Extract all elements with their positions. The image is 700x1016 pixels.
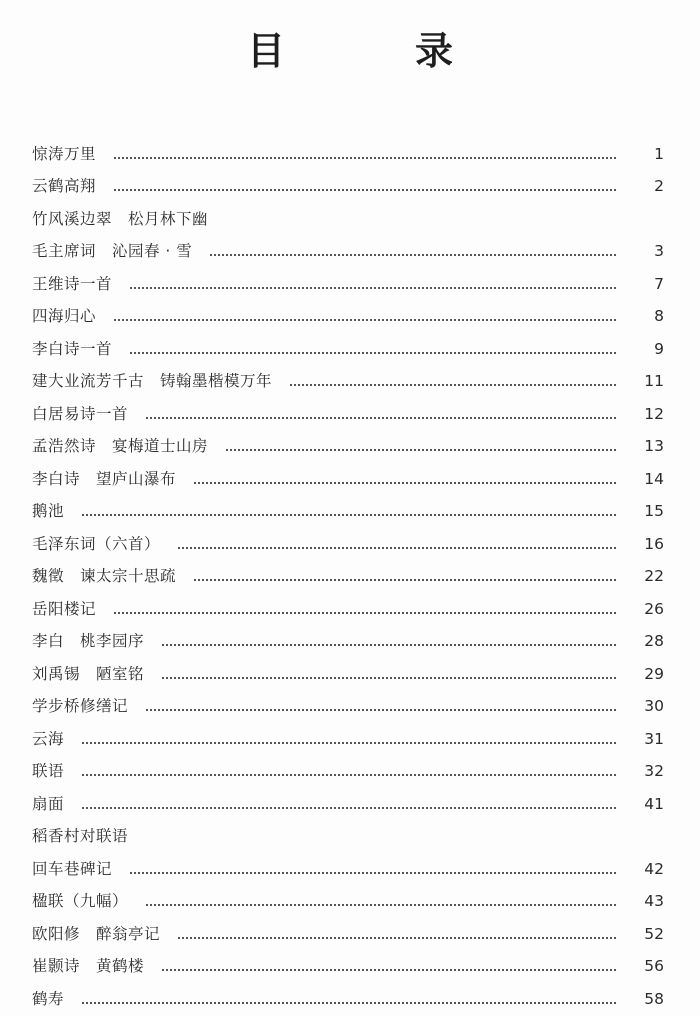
table-of-contents [32, 131, 664, 1009]
toc-entry-page-number: 9 [654, 339, 664, 358]
toc-entry-page-number: 42 [644, 859, 664, 878]
toc-entry-page-number: 41 [644, 794, 664, 813]
toc-entry-page-number: 1 [654, 144, 664, 163]
toc-dot-leader [146, 904, 616, 906]
toc-entry-title: 楹联（九幅） [32, 892, 129, 910]
toc-entry[interactable] [32, 326, 664, 359]
toc-dot-leader [226, 449, 616, 451]
toc-entry-page-number: 16 [644, 534, 664, 553]
toc-entry-title: 联语 [32, 762, 65, 780]
toc-dot-leader [146, 709, 616, 711]
toc-entry[interactable] [32, 944, 664, 977]
toc-dot-leader [130, 287, 616, 289]
toc-entry[interactable] [32, 391, 664, 424]
toc-entry-title: 岳阳楼记 [32, 599, 97, 618]
toc-entry-page-number: 11 [644, 372, 664, 390]
toc-entry-page-number: 15 [644, 502, 664, 520]
toc-entry[interactable] [32, 619, 664, 652]
toc-entry-title: 刘禹锡 陋室铭 [32, 664, 145, 683]
toc-entry[interactable] [32, 489, 664, 522]
toc-entry-title: 欧阳修 醉翁亭记 [32, 924, 161, 943]
toc-dot-leader [162, 677, 616, 679]
toc-entry[interactable] [32, 651, 664, 684]
toc-dot-leader [210, 254, 616, 256]
toc-entry-title: 云海 [32, 729, 65, 748]
title-char-1: 目 [246, 29, 285, 73]
toc-entry-title: 惊涛万里 [32, 144, 97, 163]
toc-entry[interactable] [32, 586, 664, 619]
toc-entry-page-number: 32 [644, 762, 664, 780]
toc-dot-leader [130, 872, 616, 874]
toc-entry[interactable] [32, 196, 664, 229]
toc-entry-page-number: 29 [644, 664, 664, 683]
toc-entry-page-number: 56 [644, 957, 664, 975]
toc-dot-leader [82, 514, 616, 516]
toc-dot-leader [82, 742, 616, 744]
toc-entry[interactable] [32, 814, 664, 847]
toc-entry-title: 回车巷碑记 [32, 859, 113, 878]
toc-dot-leader [130, 352, 616, 354]
toc-entry[interactable] [32, 261, 664, 294]
toc-entry[interactable] [32, 521, 664, 554]
toc-dot-leader [82, 807, 616, 809]
toc-dot-leader [162, 644, 616, 646]
toc-entry-title: 学步桥修缮记 [32, 697, 129, 715]
toc-dot-leader [162, 969, 616, 971]
toc-entry[interactable] [32, 911, 664, 944]
toc-entry[interactable] [32, 976, 664, 1009]
toc-entry-page-number: 3 [654, 242, 664, 260]
toc-entry-page-number: 2 [654, 177, 664, 195]
toc-entry-title: 李白诗 望庐山瀑布 [32, 469, 177, 488]
toc-entry-title: 李白 桃李园序 [32, 632, 145, 650]
toc-entry-page-number: 7 [654, 274, 664, 293]
toc-dot-leader [82, 1002, 616, 1004]
toc-dot-leader [114, 612, 616, 614]
toc-entry-page-number: 31 [644, 729, 664, 748]
toc-entry-title: 毛泽东词（六首） [32, 534, 161, 553]
toc-entry-page-number: 58 [644, 989, 664, 1008]
toc-dot-leader [178, 937, 616, 939]
toc-entry[interactable] [32, 554, 664, 587]
toc-dot-leader [194, 579, 616, 581]
toc-entry-title: 崔颢诗 黄鹤楼 [32, 957, 145, 975]
toc-entry-title: 扇面 [32, 794, 65, 813]
toc-dot-leader [290, 384, 616, 386]
toc-entry[interactable] [32, 716, 664, 749]
toc-entry-title: 白居易诗一首 [32, 404, 129, 423]
toc-entry-title: 魏徵 谏太宗十思疏 [32, 567, 177, 585]
toc-entry-page-number: 43 [644, 892, 664, 910]
toc-entry[interactable] [32, 131, 664, 164]
toc-entry-page-number: 22 [644, 567, 664, 585]
page-title [0, 26, 700, 76]
toc-entry-title: 王维诗一首 [32, 274, 113, 293]
toc-entry-page-number: 28 [644, 632, 664, 650]
toc-entry[interactable] [32, 684, 664, 717]
toc-entry[interactable] [32, 749, 664, 782]
toc-entry[interactable] [32, 294, 664, 327]
toc-entry-title: 孟浩然诗 宴梅道士山房 [32, 437, 209, 455]
toc-dot-leader [146, 417, 616, 419]
toc-entry[interactable] [32, 781, 664, 814]
toc-entry-title: 鹅池 [32, 502, 65, 520]
toc-entry[interactable] [32, 879, 664, 912]
toc-dot-leader [82, 774, 616, 776]
toc-entry[interactable] [32, 359, 664, 392]
toc-entry[interactable] [32, 456, 664, 489]
toc-entry-title: 鹤寿 [32, 989, 65, 1008]
toc-dot-leader [194, 482, 616, 484]
toc-entry-page-number: 52 [644, 924, 664, 943]
toc-entry[interactable] [32, 424, 664, 457]
toc-dot-leader [114, 189, 616, 191]
toc-entry[interactable] [32, 229, 664, 262]
toc-entry-title: 云鹤高翔 [32, 177, 97, 195]
toc-entry[interactable] [32, 846, 664, 879]
toc-dot-leader [114, 157, 616, 159]
toc-entry-page-number: 13 [644, 437, 664, 455]
toc-entry[interactable] [32, 164, 664, 197]
title-char-2: 录 [415, 29, 454, 73]
toc-entry-page-number: 8 [654, 307, 664, 325]
toc-entry-title: 李白诗一首 [32, 339, 113, 358]
toc-dot-leader [178, 547, 616, 549]
toc-entry-title: 建大业流芳千古 铸翰墨楷模万年 [32, 372, 273, 390]
toc-entry-page-number: 14 [644, 469, 664, 488]
toc-entry-title: 四海归心 [32, 307, 97, 325]
toc-entry-title: 稻香村对联语 [32, 827, 129, 845]
toc-entry-page-number: 12 [644, 404, 664, 423]
toc-entry-page-number: 30 [644, 697, 664, 715]
toc-dot-leader [114, 319, 616, 321]
toc-entry-title: 竹风溪边翠 松月林下幽 [32, 209, 209, 228]
toc-entry-page-number: 26 [644, 599, 664, 618]
toc-entry-title: 毛主席词 沁园春 · 雪 [32, 242, 193, 260]
